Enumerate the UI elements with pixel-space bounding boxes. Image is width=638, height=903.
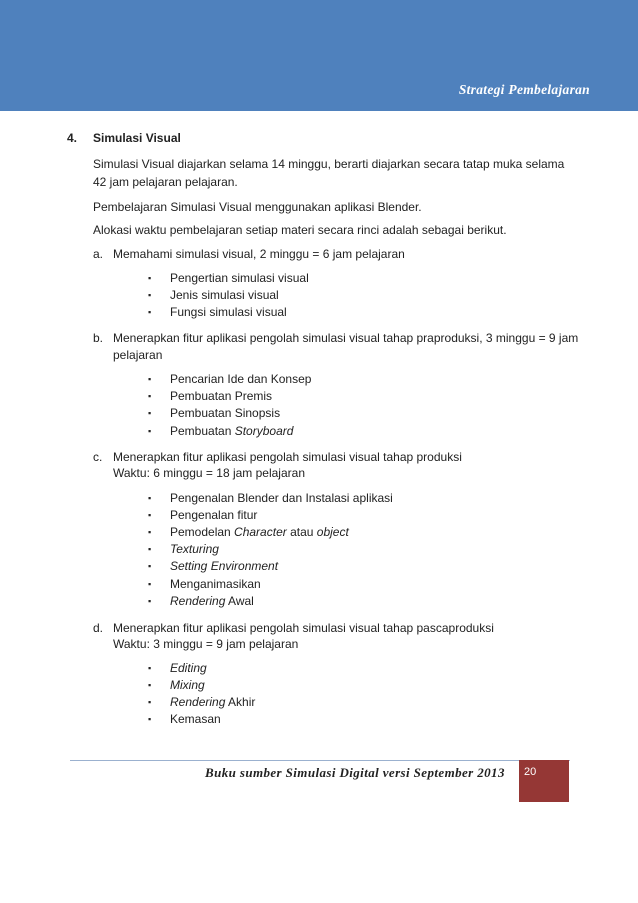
- bullet-text-italic: Mixing: [170, 678, 205, 692]
- bullet-text-regular: Pembuatan: [170, 424, 235, 438]
- item-c-line2: Waktu: 6 minggu = 18 jam pelajaran: [113, 466, 305, 480]
- square-bullet-icon: ▪: [148, 510, 152, 520]
- square-bullet-icon: ▪: [148, 493, 152, 503]
- item-letter-d: d.: [93, 621, 104, 635]
- bullet-text-regular: Pencarian Ide dan Konsep: [170, 372, 312, 386]
- bullet-text-italic: Rendering: [170, 594, 226, 608]
- bullet-text: [170, 524, 349, 542]
- square-bullet-icon: ▪: [148, 561, 152, 571]
- square-bullet-icon: ▪: [148, 544, 152, 554]
- item-a-line1: Memahami simulasi visual, 2 minggu = 6 jam pelajaran: [113, 247, 405, 261]
- bullet-text: [170, 388, 272, 406]
- square-bullet-icon: ▪: [148, 663, 152, 673]
- bullet-text: [170, 593, 254, 611]
- item-letter-c: c.: [93, 450, 103, 464]
- section-title: Simulasi Visual: [93, 131, 181, 145]
- bullet-text-regular: Fungsi simulasi visual: [170, 305, 287, 319]
- bullet-text: [170, 576, 261, 594]
- bullet-text-regular: Pengenalan fitur: [170, 508, 258, 522]
- bullet-text-regular: Jenis simulasi visual: [170, 288, 279, 302]
- item-letter-a: a.: [93, 247, 104, 261]
- square-bullet-icon: ▪: [148, 714, 152, 724]
- bullet-text: [170, 541, 219, 559]
- bullet-text-italic: Texturing: [170, 542, 219, 556]
- bullet-text: [170, 287, 279, 305]
- section-number: 4.: [67, 131, 78, 145]
- bullet-text-regular: Pengenalan Blender dan Instalasi aplikasi: [170, 491, 393, 505]
- item-b-line1: Menerapkan fitur aplikasi pengolah simulasi visual tahap praproduksi, 3 minggu = 9 jam: [113, 331, 579, 345]
- square-bullet-icon: ▪: [148, 290, 152, 300]
- square-bullet-icon: ▪: [148, 579, 152, 589]
- square-bullet-icon: ▪: [148, 680, 152, 690]
- square-bullet-icon: ▪: [148, 426, 152, 436]
- square-bullet-icon: ▪: [148, 697, 152, 707]
- bullet-text-italic: Setting Environment: [170, 559, 279, 573]
- header-title: Strategi Pembelajaran: [458, 82, 590, 97]
- bullet-text-italic: Editing: [170, 661, 207, 675]
- bullet-text-regular: Kemasan: [170, 712, 221, 726]
- paragraph-blender: Pembelajaran Simulasi Visual menggunakan aplikasi Blender.: [93, 200, 422, 214]
- bullet-text: [170, 677, 205, 695]
- paragraph-intro: Simulasi Visual diajarkan selama 14 minggu, berarti diajarkan secara tatap muka selama 42 jam pelajaran pelajaran.: [93, 157, 565, 189]
- square-bullet-icon: ▪: [148, 408, 152, 418]
- bullet-text-italic: object: [316, 525, 349, 539]
- footer-text: Buku sumber Simulasi Digital versi September 2013: [205, 765, 505, 780]
- bullet-text: [170, 423, 293, 441]
- square-bullet-icon: ▪: [148, 596, 152, 606]
- bullet-text: [170, 507, 257, 525]
- bullet-text: [170, 711, 221, 729]
- bullet-text: [170, 405, 280, 423]
- bullet-text-regular: Akhir: [225, 695, 256, 709]
- square-bullet-icon: ▪: [148, 273, 152, 283]
- bullet-text-regular: Awal: [225, 594, 254, 608]
- paragraph-allocation: Alokasi waktu pembelajaran setiap materi secara rinci adalah sebagai berikut.: [93, 223, 507, 237]
- item-d-line1: Menerapkan fitur aplikasi pengolah simulasi visual tahap pascaproduksi: [113, 621, 494, 635]
- bullet-text: [170, 694, 255, 712]
- square-bullet-icon: ▪: [148, 374, 152, 384]
- bullet-text: [170, 270, 309, 288]
- item-b-line2: pelajaran: [113, 348, 163, 362]
- page-number-box: [519, 760, 569, 802]
- bullet-text-regular: Menganimasikan: [170, 577, 261, 591]
- item-d-line2: Waktu: 3 minggu = 9 jam pelajaran: [113, 637, 299, 651]
- bullet-text-regular: Pengertian simulasi visual: [170, 271, 309, 285]
- bullet-text-italic: Character: [234, 525, 287, 539]
- bullet-text: [170, 660, 207, 678]
- bullet-text-italic: Storyboard: [234, 424, 294, 438]
- square-bullet-icon: ▪: [148, 527, 152, 537]
- page-number: 20: [524, 766, 537, 778]
- bullet-text-regular: Pembuatan Sinopsis: [170, 406, 281, 420]
- item-c-line1: Menerapkan fitur aplikasi pengolah simulasi visual tahap produksi: [113, 450, 462, 464]
- item-letter-b: b.: [93, 331, 104, 345]
- footer-divider: [70, 760, 570, 761]
- bullet-text: [170, 558, 278, 576]
- bullet-text-italic: Rendering: [170, 695, 226, 709]
- square-bullet-icon: ▪: [148, 391, 152, 401]
- bullet-text: [170, 371, 311, 389]
- square-bullet-icon: ▪: [148, 307, 152, 317]
- bullet-text: [170, 304, 287, 322]
- bullet-text-regular: Pembuatan Premis: [170, 389, 273, 403]
- bullet-text-regular: Pemodelan: [170, 525, 235, 539]
- bullet-text: [170, 490, 393, 508]
- bullet-text-regular: atau: [286, 525, 317, 539]
